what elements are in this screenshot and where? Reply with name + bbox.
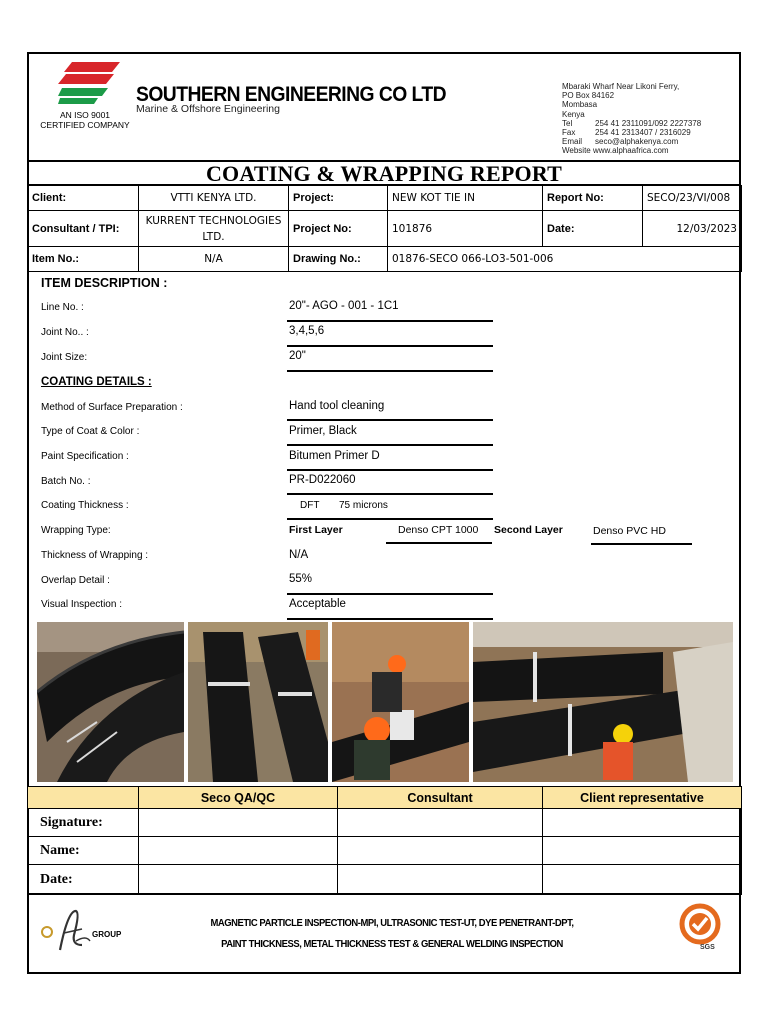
info-row [28,247,742,272]
consultant-label: Consultant / TPI: [28,211,139,247]
email-value: seco@alphakenya.com [595,137,679,147]
signature-corner-cell [28,787,139,809]
second-layer-label: Second Layer [494,524,563,536]
services-line: PAINT THICKNESS, METAL THICKNESS TEST & GENERAL WELDING INSPECTION [221,938,563,950]
project-label: Project: [289,186,388,211]
project-no-value: 101876 [388,211,543,247]
overlap-value: 55% [289,573,313,585]
fax-value: 254 41 2313407 / 2316029 [595,128,691,138]
date-label: Date: [543,211,643,247]
address-line: Mombasa [562,100,598,110]
email-line [562,137,701,146]
address-line: Mbaraki Wharf Near Likoni Ferry, [562,82,680,91]
photo-wrapped-pipes-2 [188,622,328,782]
project-value: NEW KOT TIE IN [388,186,543,211]
underline [287,618,493,620]
client-label: Client: [28,186,139,211]
report-title: COATING & WRAPPING REPORT [27,160,741,185]
line-no-label: Line No. : [41,302,84,313]
signature-row [28,809,742,837]
seco-name-cell[interactable] [139,837,338,865]
seco-signature-cell[interactable] [139,809,338,837]
fax-label: Fax [562,128,576,138]
coating-details-title: COATING DETAILS : [41,376,152,388]
fax-line [562,128,701,137]
email-label: Email [562,137,583,147]
underline [386,542,492,544]
consultant-value: KURRENT TECHNOLOGIES LTD. [139,211,289,247]
coating-thickness-label: Coating Thickness : [41,500,129,511]
underline [287,444,493,446]
surface-prep-value: Hand tool cleaning [289,400,385,412]
consultant-signature-cell[interactable] [338,809,543,837]
second-layer-value: Denso PVC HD [593,525,666,537]
seco-date-cell[interactable] [139,865,338,895]
signature-header-row [28,787,742,809]
dft-label: DFT [300,500,320,511]
services-line: MAGNETIC PARTICLE INSPECTION-MPI, ULTRASONIC TEST-UT, DYE PENETRANT-DPT, [210,917,574,929]
underline [287,320,493,322]
consultant-header: Consultant [338,787,543,809]
underline [287,493,493,495]
tel-line [562,119,701,128]
photo-pipes-trench [473,622,733,782]
photo-workers-pipe [332,622,469,782]
client-rep-header: Client representative [543,787,742,809]
joint-size-label: Joint Size: [41,352,88,363]
item-no-value: N/A [139,247,289,272]
website-line: Website www.alphaafrica.com [562,146,669,156]
report-no-label: Report No: [543,186,643,211]
date-row [28,865,742,895]
address-line: PO Box 84162 [562,91,615,101]
first-layer-value: Denso CPT 1000 [398,524,479,536]
info-row [28,186,742,211]
iso-line: AN ISO 9001 [59,110,111,120]
signature-label: Signature: [28,809,139,837]
client-value: VTTI KENYA LTD. [139,186,289,211]
date-value: 12/03/2023 [643,211,742,247]
drawing-no-label: Drawing No.: [289,247,388,272]
coat-color-label: Type of Coat & Color : [41,426,140,437]
alpha-group-text: GROUP [92,930,122,939]
seco-qa-header: Seco QA/QC [139,787,338,809]
project-no-label: Project No: [289,211,388,247]
joint-no-value: 3,4,5,6 [289,325,325,337]
dft-value: 75 microns [339,500,388,511]
iso-certification [30,110,140,130]
item-no-label: Item No.: [28,247,139,272]
joint-size-value: 20" [289,350,306,362]
batch-no-value: PR-D022060 [289,474,356,486]
item-description-title: ITEM DESCRIPTION : [41,276,168,290]
surface-prep-label: Method of Surface Preparation : [41,402,183,413]
batch-no-label: Batch No. : [41,476,91,487]
joint-no-label: Joint No.. : [41,327,89,338]
coat-color-value: Primer, Black [289,425,357,437]
name-label: Name: [28,837,139,865]
info-row [28,211,742,247]
company-address [562,82,701,156]
first-layer-label: First Layer [289,524,343,536]
underline [287,370,493,372]
underline [287,593,493,595]
report-no-value: SECO/23/VI/008 [643,186,742,211]
line-no-value: 20"- AGO - 001 - 1C1 [289,300,399,312]
underline [287,345,493,347]
date-row-label: Date: [28,865,139,895]
tel-value: 254 41 2311091/092 2227378 [595,118,702,128]
client-signature-cell[interactable] [543,809,742,837]
wrapping-type-label: Wrapping Type: [41,525,111,536]
paint-spec-label: Paint Specification : [41,451,129,462]
iso-line: CERTIFIED COMPANY [40,120,130,130]
consultant-date-cell[interactable] [338,865,543,895]
underline [591,543,692,545]
consultant-name-cell[interactable] [338,837,543,865]
visual-inspection-label: Visual Inspection : [41,599,122,610]
company-logo-icon [58,60,122,106]
report-info-table [27,185,742,272]
footer-divider [27,893,741,895]
inspection-photos [37,622,733,782]
wrap-thickness-value: N/A [289,549,309,561]
underline [287,419,493,421]
tel-label: Tel [562,118,573,128]
services-list [201,913,583,955]
photo-wrapped-pipes-1 [37,622,184,782]
wrap-thickness-label: Thickness of Wrapping : [41,550,149,561]
paint-spec-value: Bitumen Primer D [289,450,380,462]
sgs-label: SGS [700,944,715,951]
visual-inspection-value: Acceptable [289,598,346,610]
drawing-no-value: 01876-SECO 066-LO3-501-006 [388,247,742,272]
company-name: SOUTHERN ENGINEERING CO LTD [136,83,446,106]
client-name-cell[interactable] [543,837,742,865]
signature-table [27,786,742,895]
address-line: Kenya [562,109,585,119]
company-tagline: Marine & Offshore Engineering [136,103,280,115]
name-row [28,837,742,865]
client-date-cell[interactable] [543,865,742,895]
underline [287,518,493,520]
underline [287,469,493,471]
overlap-label: Overlap Detail : [41,575,110,586]
